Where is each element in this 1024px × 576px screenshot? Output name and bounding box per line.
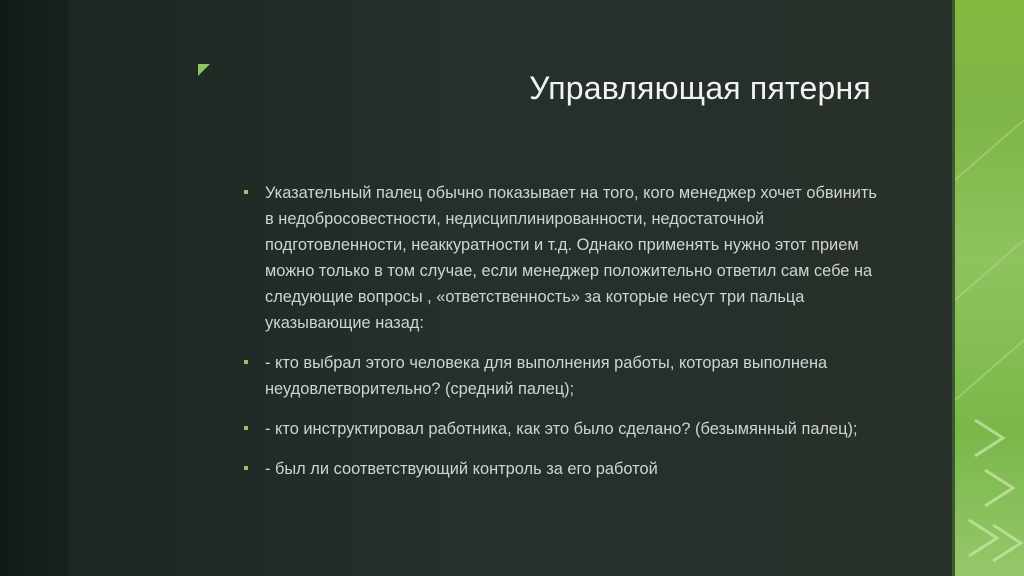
list-item-text: - был ли соответствующий контроль за его работой xyxy=(265,460,658,478)
left-decorative-strip xyxy=(0,0,68,576)
right-decorative-panel xyxy=(955,0,1024,576)
chevron-pattern-icon xyxy=(955,0,1024,576)
slide-title: Управляющая пятерня xyxy=(529,70,871,106)
list-item-text: - кто инструктировал работника, как это было сделано? (безымянный палец); xyxy=(265,420,858,438)
square-bullet-icon xyxy=(244,466,248,470)
list-item-text: Указательный палец обычно показывает на того, кого менеджер хочет обвинить в недобросовестности, недисциплинированности, недостаточной подготовленности, неаккуратности и т.д. Однако применять нужно этот прием можно только в том случае, если менеджер положительно ответил сам себе на следующие вопросы , «ответственность» за которые несут три пальца указывающие назад: xyxy=(265,184,877,332)
square-bullet-icon xyxy=(244,360,248,364)
square-bullet-icon xyxy=(244,426,248,430)
square-bullet-icon xyxy=(244,190,248,194)
list-item xyxy=(244,180,884,336)
bullet-list xyxy=(244,180,884,496)
corner-triangle-icon xyxy=(198,64,210,76)
list-item xyxy=(244,350,884,402)
list-item xyxy=(244,416,884,442)
list-item xyxy=(244,456,884,482)
list-item-text: - кто выбрал этого человека для выполнения работы, которая выполнена неудовлетворительно? (средний палец); xyxy=(265,354,828,398)
